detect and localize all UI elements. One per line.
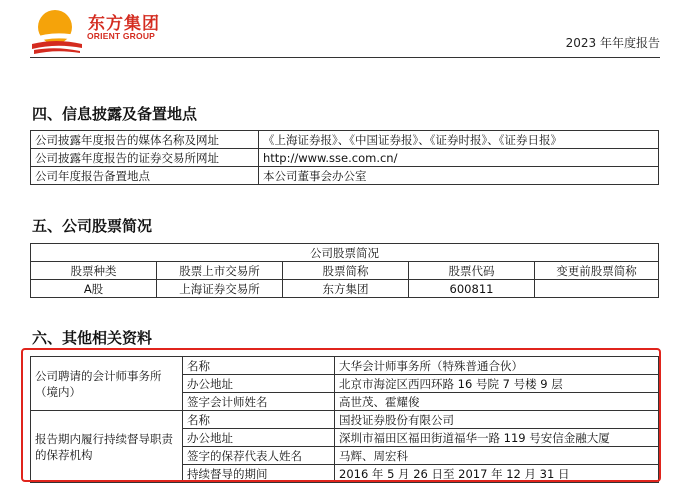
sponsor-label: 报告期内履行持续督导职责的保荐机构 — [31, 411, 183, 483]
section-6-title: 六、其他相关资料 — [32, 329, 153, 347]
column-header: 股票种类 — [31, 262, 157, 280]
field-value: 国投证券股份有限公司 — [335, 411, 659, 429]
stock-type: A股 — [31, 280, 157, 298]
page-header — [0, 0, 700, 62]
stock-exchange: 上海证券交易所 — [157, 280, 283, 298]
field-value: 大华会计师事务所（特殊普通合伙） — [335, 357, 659, 375]
table-caption: 公司股票简况 — [31, 244, 659, 262]
field-label: 办公地址 — [183, 375, 335, 393]
row-label: 公司披露年度报告的证券交易所网址 — [31, 149, 259, 167]
header-divider — [30, 57, 660, 58]
table-row — [31, 149, 659, 167]
row-value: 本公司董事会办公室 — [259, 167, 659, 185]
row-label: 公司年度报告备置地点 — [31, 167, 259, 185]
field-value: 深圳市福田区福田街道福华一路 119 号安信金融大厦 — [335, 429, 659, 447]
orient-group-logo — [30, 8, 180, 54]
field-label: 办公地址 — [183, 429, 335, 447]
section-4-title: 四、信息披露及备置地点 — [32, 105, 198, 123]
row-label: 公司披露年度报告的媒体名称及网址 — [31, 131, 259, 149]
field-value: 高世茂、霍耀俊 — [335, 393, 659, 411]
table-row — [31, 357, 659, 375]
other-info-table — [30, 356, 659, 483]
row-value: 《上海证券报》、《中国证券报》、《证券时报》、《证券日报》 — [259, 131, 659, 149]
row-value: http://www.sse.com.cn/ — [259, 149, 659, 167]
column-header: 变更前股票简称 — [535, 262, 659, 280]
accounting-firm-label: 公司聘请的会计师事务所（境内） — [31, 357, 183, 411]
field-label: 签字的保荐代表人姓名 — [183, 447, 335, 465]
stock-overview-table — [30, 243, 659, 298]
field-value: 北京市海淀区西四环路 16 号院 7 号楼 9 层 — [335, 375, 659, 393]
table-row — [31, 280, 659, 298]
logo-chinese-text: 东方集团 — [88, 14, 160, 34]
table-row — [31, 411, 659, 429]
logo-english-text: ORIENT GROUP — [87, 31, 156, 41]
report-title: 2023 年年度报告 — [565, 36, 660, 50]
stock-short-name: 东方集团 — [283, 280, 409, 298]
table-row — [31, 167, 659, 185]
stock-code: 600811 — [409, 280, 535, 298]
sun-logo-icon — [30, 8, 90, 54]
disclosure-table — [30, 130, 659, 185]
table-header-row — [31, 262, 659, 280]
column-header: 股票上市交易所 — [157, 262, 283, 280]
field-label: 名称 — [183, 411, 335, 429]
field-value: 2016 年 5 月 26 日至 2017 年 12 月 31 日 — [335, 465, 659, 483]
column-header: 股票代码 — [409, 262, 535, 280]
previous-short-name — [535, 280, 659, 298]
table-row — [31, 131, 659, 149]
field-label: 名称 — [183, 357, 335, 375]
field-label: 签字会计师姓名 — [183, 393, 335, 411]
column-header: 股票简称 — [283, 262, 409, 280]
section-5-title: 五、公司股票简况 — [32, 217, 153, 235]
table-caption-row — [31, 244, 659, 262]
field-label: 持续督导的期间 — [183, 465, 335, 483]
field-value: 马辉、周宏科 — [335, 447, 659, 465]
